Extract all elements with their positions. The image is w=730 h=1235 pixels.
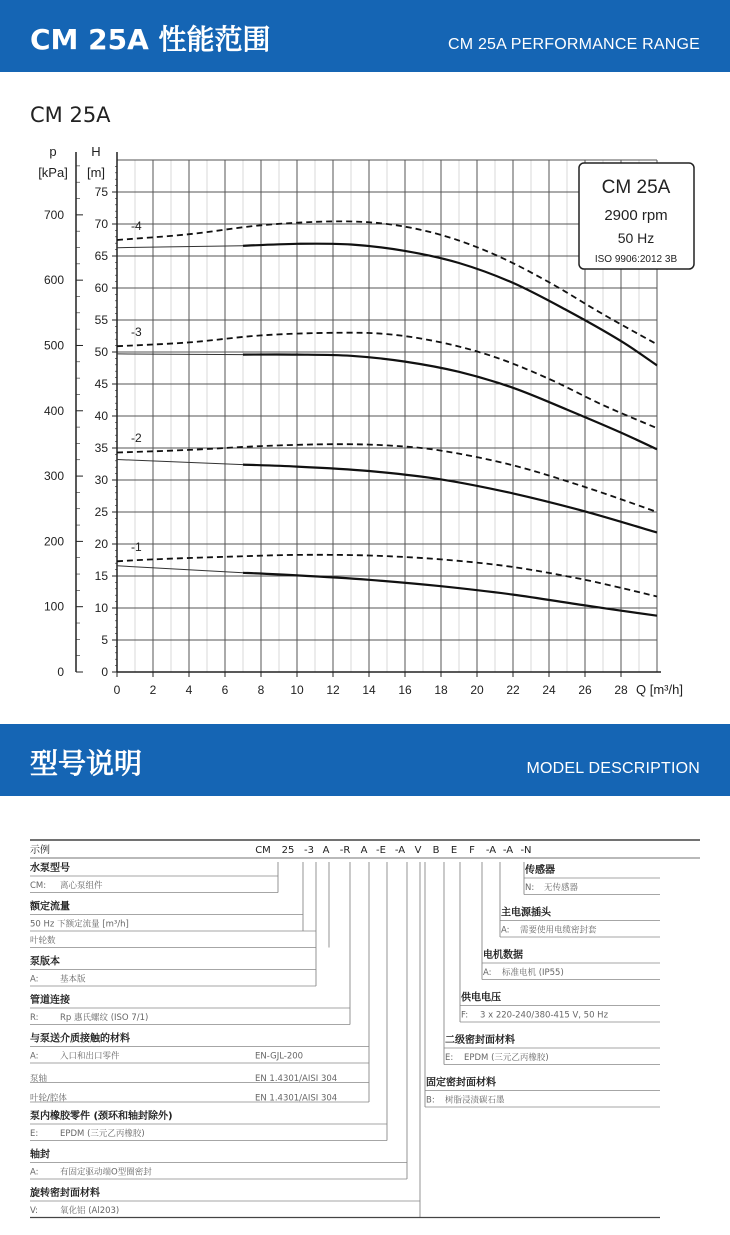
item-key: R:: [30, 1013, 39, 1023]
x-tick-label: 24: [542, 683, 556, 697]
x-tick-label: 16: [398, 683, 412, 697]
h-tick-label: 55: [94, 313, 108, 327]
right-section: [444, 1033, 660, 1065]
p-tick-label: 200: [43, 534, 64, 549]
section-title: 二级密封面材料: [445, 1035, 515, 1046]
x-tick-label: 8: [257, 683, 265, 697]
x-tick-label: 18: [434, 683, 448, 697]
performance-title-cn: CM 25A 性能范围: [30, 23, 271, 56]
item-desc: 氧化铝 (Al203): [60, 1206, 120, 1216]
code-part: -3: [304, 845, 314, 856]
section-title: 传感器: [525, 865, 555, 876]
item-value: EN 1.4301/AISI 304: [255, 1074, 338, 1084]
section-title: 供电电压: [461, 992, 501, 1004]
h-tick-label: 70: [94, 217, 108, 231]
item-desc: 入口和出口零件: [60, 1051, 120, 1062]
h-tick-label: 60: [94, 281, 108, 295]
legend-standard: ISO 9906:2012 3B: [594, 254, 678, 265]
p-axis-unit: [kPa]: [38, 165, 68, 180]
performance-header-banner: [0, 0, 730, 72]
item-desc: EPDM (三元乙丙橡胶): [60, 1129, 145, 1139]
item-desc: 标准电机 (IP55): [502, 968, 564, 978]
left-section: [30, 955, 316, 987]
item-key: A:: [501, 925, 510, 936]
code-part: A: [322, 845, 330, 856]
item-key: A:: [30, 974, 39, 985]
section-title: 旋转密封面材料: [30, 1188, 100, 1199]
item-desc: 需要使用电缆密封套: [520, 925, 597, 936]
x-tick-label: 4: [185, 683, 193, 697]
h-tick-label: 25: [94, 505, 108, 519]
curve-thin-segment: [117, 354, 243, 355]
code-part: -A: [394, 845, 406, 856]
curve-label: -1: [131, 540, 142, 555]
code-part: CM: [255, 845, 271, 856]
item-desc: 树脂浸渍碳石墨: [445, 1095, 505, 1106]
chart-subtitle: CM 25A: [30, 103, 111, 127]
h-axis-unit: [m]: [86, 165, 106, 180]
curve-thin-segment: [117, 460, 243, 465]
code-part: -A: [485, 845, 497, 856]
item-value: EN 1.4301/AISI 304: [255, 1093, 338, 1104]
h-tick-label: 45: [94, 377, 108, 391]
h-axis-label: H: [91, 144, 101, 159]
left-section: [30, 1148, 407, 1180]
code-part: A: [360, 845, 368, 856]
left-section: [30, 861, 278, 893]
section-title: 固定密封面材料: [426, 1077, 496, 1089]
item-desc: EPDM (三元乙丙橡胶): [464, 1053, 549, 1063]
section-title: 水泵型号: [30, 863, 70, 874]
x-tick-label: 2: [149, 683, 157, 697]
p-axis-label: p: [49, 144, 57, 159]
p-tick-label: 700: [43, 207, 64, 222]
item-key: N:: [525, 883, 535, 893]
curve-solid-segment: [243, 573, 657, 616]
item-desc: Rp 惠氏螺纹 (ISO 7/1): [60, 1013, 149, 1023]
item-value: EN-GJL-200: [255, 1051, 304, 1062]
item-key: E:: [30, 1129, 39, 1139]
curve-label: -2: [131, 431, 142, 446]
section-title: 电机数据: [483, 950, 523, 961]
x-tick-label: 12: [326, 683, 340, 697]
h-tick-label: 20: [94, 537, 108, 551]
left-section: [30, 1032, 369, 1104]
h-tick-label: 30: [94, 473, 108, 487]
item-desc: 基本版: [60, 974, 86, 985]
item-desc: 离心泵组件: [60, 881, 103, 891]
h-tick-label: 35: [94, 441, 108, 455]
h-tick-label: 10: [94, 601, 108, 615]
section-title: 主电源插头: [501, 907, 551, 919]
x-tick-label: 14: [362, 683, 376, 697]
code-part: -A: [502, 845, 514, 856]
item-key: F:: [461, 1010, 469, 1021]
legend-frequency: 50 Hz: [617, 230, 655, 246]
x-axis-label: Q [m³/h]: [636, 682, 683, 697]
p-tick-label: 0: [57, 665, 64, 679]
item-desc: 有固定驱动端O型圈密封: [60, 1167, 152, 1178]
curve-label: -4: [131, 218, 142, 233]
code-part: 25: [281, 845, 295, 856]
h-tick-label: 0: [101, 665, 108, 679]
curve-solid-segment: [243, 465, 657, 533]
code-part: -E: [376, 845, 386, 856]
item-key: A:: [30, 1167, 39, 1178]
item-key: A:: [30, 1051, 39, 1062]
right-section: [482, 948, 660, 980]
left-section: [29, 900, 316, 948]
left-section: [30, 993, 350, 1025]
x-tick-label: 20: [470, 683, 484, 697]
item-desc: 叶轮数: [30, 936, 56, 946]
model-title-en: MODEL DESCRIPTION: [526, 760, 700, 777]
item-desc: 50 Hz 下额定流量 [m³/h]: [30, 919, 129, 930]
model-header-banner: [0, 724, 730, 796]
legend-model: CM 25A: [601, 177, 671, 198]
left-section: [30, 1186, 420, 1218]
performance-title-en: CM 25A PERFORMANCE RANGE: [448, 36, 700, 53]
h-tick-label: 15: [94, 569, 108, 583]
section-title: 泵版本: [30, 956, 60, 968]
item-key: B:: [426, 1095, 435, 1106]
item-key: A:: [483, 968, 492, 978]
h-tick-label: 50: [94, 345, 108, 359]
curve-thin-segment: [117, 566, 243, 573]
x-tick-label: 0: [113, 683, 121, 697]
h-tick-label: 40: [94, 409, 108, 423]
code-part: B: [432, 845, 440, 856]
item-key: V:: [30, 1206, 38, 1216]
code-part: F: [469, 845, 475, 856]
curve-thin-segment: [117, 246, 243, 248]
code-part: V: [414, 845, 422, 856]
right-section: [524, 863, 660, 895]
right-section: [425, 1076, 660, 1108]
p-tick-label: 300: [43, 469, 64, 484]
model-title-cn: 型号说明: [30, 747, 143, 780]
section-title: 泵内橡胶零件 (颈环和轴封除外): [30, 1111, 173, 1122]
x-tick-label: 22: [506, 683, 520, 697]
legend-box: [579, 163, 694, 269]
code-part: -N: [520, 845, 532, 856]
p-tick-label: 500: [43, 338, 64, 353]
model-code-diagram: [0, 830, 730, 1216]
item-desc: 泵轴: [30, 1074, 48, 1084]
p-tick-label: 600: [43, 273, 64, 288]
right-section: [500, 906, 660, 938]
x-tick-label: 10: [290, 683, 304, 697]
left-section: [30, 1109, 387, 1141]
item-key: CM:: [30, 881, 47, 891]
section-title: 额定流量: [30, 901, 70, 913]
right-section: [460, 991, 660, 1023]
item-key: E:: [445, 1053, 454, 1063]
x-tick-label: 26: [578, 683, 592, 697]
section-title: 轴封: [30, 1149, 50, 1161]
item-desc: 叶轮/腔体: [30, 1093, 67, 1104]
p-tick-label: 100: [43, 599, 64, 614]
curve-label: -3: [131, 325, 142, 339]
legend-speed: 2900 rpm: [604, 207, 668, 224]
code-part: E: [450, 845, 458, 856]
x-tick-label: 6: [221, 683, 229, 697]
performance-chart: [0, 140, 730, 710]
h-tick-label: 5: [101, 633, 108, 647]
h-tick-label: 65: [94, 249, 108, 263]
item-desc: 3 x 220-240/380-415 V, 50 Hz: [480, 1010, 609, 1021]
example-label: 示例: [30, 845, 50, 856]
x-tick-label: 28: [614, 683, 628, 697]
section-title: 与泵送介质接触的材料: [30, 1033, 130, 1045]
p-tick-label: 400: [43, 403, 64, 418]
item-desc: 无传感器: [544, 883, 579, 893]
code-part: -R: [339, 845, 351, 856]
h-tick-label: 75: [94, 185, 108, 199]
section-title: 管道连接: [30, 995, 70, 1006]
